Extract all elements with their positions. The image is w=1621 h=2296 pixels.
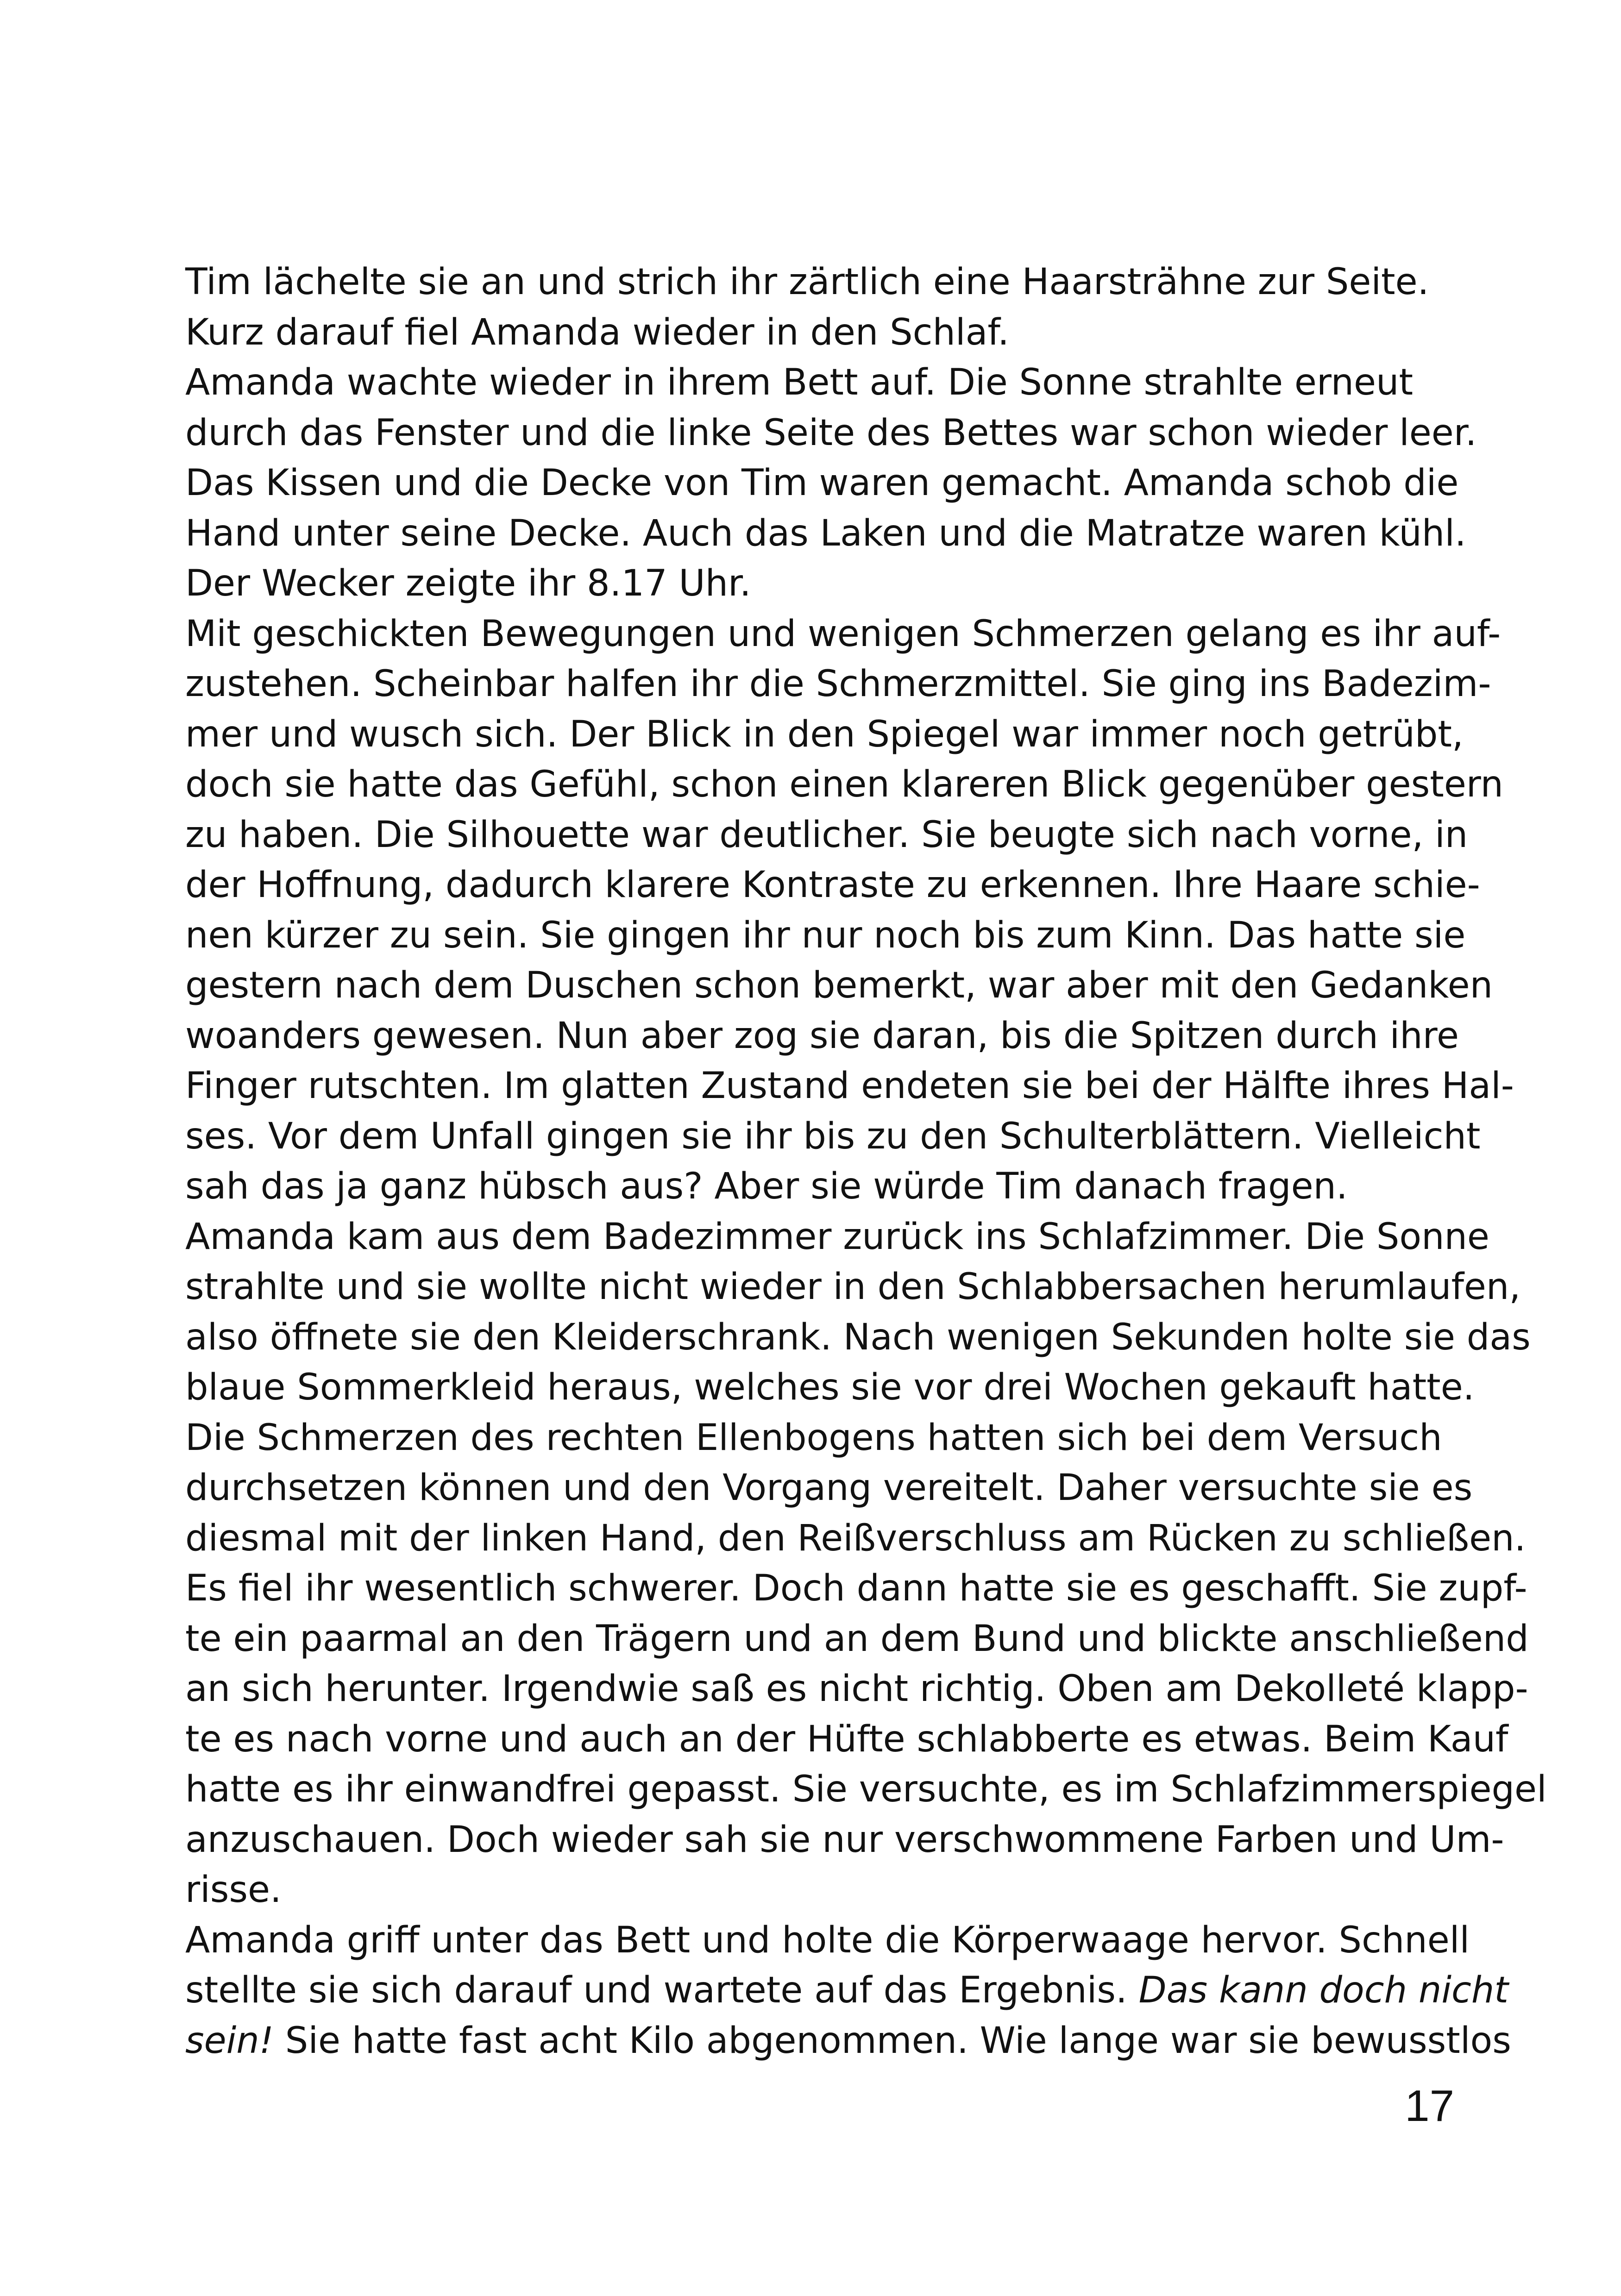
text-line: durchsetzen können und den Vorgang vereitelt. Daher versuchte sie es xyxy=(185,1467,1473,1509)
text-line: risse. xyxy=(185,1869,282,1911)
text-line: an sich herunter. Irgendwie saß es nicht richtig. Oben am Dekolleté klapp- xyxy=(185,1668,1528,1710)
text-line: sah das ja ganz hübsch aus? Aber sie würde Tim danach fragen. xyxy=(185,1166,1348,1207)
text-line: Hand unter seine Decke. Auch das Laken und die Matratze waren kühl. xyxy=(185,512,1466,554)
text-line: Amanda kam aus dem Badezimmer zurück ins Schlafzimmer. Die Sonne xyxy=(185,1216,1489,1258)
text-line: diesmal mit der linken Hand, den Reißverschluss am Rücken zu schließen. xyxy=(185,1517,1526,1559)
text-line-with-italic xyxy=(185,2016,1511,2066)
text-line: Mit geschickten Bewegungen und wenigen Schmerzen gelang es ihr auf- xyxy=(185,613,1501,655)
text-line: woanders gewesen. Nun aber zog sie daran, bis die Spitzen durch ihre xyxy=(185,1015,1459,1057)
text-line: hatte es ihr einwandfrei gepasst. Sie versuchte, es im Schlafzimmerspiegel xyxy=(185,1769,1547,1810)
text-line: te ein paarmal an den Trägern und an dem Bund und blickte anschließend xyxy=(185,1618,1529,1660)
italic-thought-end: sein! xyxy=(185,2020,274,2062)
page-number: 17 xyxy=(1405,2081,1454,2131)
text-line-with-italic xyxy=(185,1965,1508,2016)
text-line: durch das Fenster und die linke Seite des Bettes war schon wieder leer. xyxy=(185,412,1477,454)
body-text xyxy=(185,257,1547,2066)
text-line: also öffnete sie den Kleiderschrank. Nach wenigen Sekunden holte sie das xyxy=(185,1316,1531,1358)
text-line: anzuschauen. Doch wieder sah sie nur verschwommene Farben und Um- xyxy=(185,1819,1504,1861)
text-line: Die Schmerzen des rechten Ellenbogens hatten sich bei dem Versuch xyxy=(185,1417,1442,1459)
text-line: Amanda griff unter das Bett und holte die Körperwaage hervor. Schnell xyxy=(185,1919,1470,1961)
text-line: der Hoffnung, dadurch klarere Kontraste zu erkennen. Ihre Haare schie- xyxy=(185,864,1480,906)
text-line: Finger rutschten. Im glatten Zustand endeten sie bei der Hälfte ihres Hal- xyxy=(185,1065,1514,1107)
text-line: Es fiel ihr wesentlich schwerer. Doch dann hatte sie es geschafft. Sie zupf- xyxy=(185,1568,1527,1609)
text-line: mer und wusch sich. Der Blick in den Spiegel war immer noch getrübt, xyxy=(185,713,1464,755)
text-line: doch sie hatte das Gefühl, schon einen klareren Blick gegenüber gestern xyxy=(185,764,1503,805)
text-line-rest: Sie hatte fast acht Kilo abgenommen. Wie lange war sie bewusstlos xyxy=(274,2020,1511,2062)
text-line: Tim lächelte sie an und strich ihr zärtlich eine Haarsträhne zur Seite. xyxy=(185,261,1429,303)
text-line: nen kürzer zu sein. Sie gingen ihr nur noch bis zum Kinn. Das hatte sie xyxy=(185,914,1466,956)
italic-thought: Das kann doch nicht xyxy=(1138,1970,1508,2011)
text-line: Das Kissen und die Decke von Tim waren gemacht. Amanda schob die xyxy=(185,462,1459,504)
text-line: strahlte und sie wollte nicht wieder in den Schlabbersachen herumlaufen, xyxy=(185,1266,1521,1308)
text-line: Kurz darauf fiel Amanda wieder in den Schlaf. xyxy=(185,311,1009,353)
text-line: Der Wecker zeigte ihr 8.17 Uhr. xyxy=(185,563,751,604)
text-line: zu haben. Die Silhouette war deutlicher. Sie beugte sich nach vorne, in xyxy=(185,814,1468,856)
text-line: blaue Sommerkleid heraus, welches sie vor drei Wochen gekauft hatte. xyxy=(185,1367,1475,1408)
text-line: gestern nach dem Duschen schon bemerkt, war aber mit den Gedanken xyxy=(185,965,1493,1006)
text-line: zustehen. Scheinbar halfen ihr die Schmerzmittel. Sie ging ins Badezim- xyxy=(185,663,1491,705)
text-line: Amanda wachte wieder in ihrem Bett auf. Die Sonne strahlte erneut xyxy=(185,362,1414,403)
text-line: ses. Vor dem Unfall gingen sie ihr bis zu den Schulterblättern. Vielleicht xyxy=(185,1115,1481,1157)
text-line-start: stellte sie sich darauf und wartete auf das Ergebnis. xyxy=(185,1970,1127,2011)
text-line: te es nach vorne und auch an der Hüfte schlabberte es etwas. Beim Kauf xyxy=(185,1718,1508,1760)
